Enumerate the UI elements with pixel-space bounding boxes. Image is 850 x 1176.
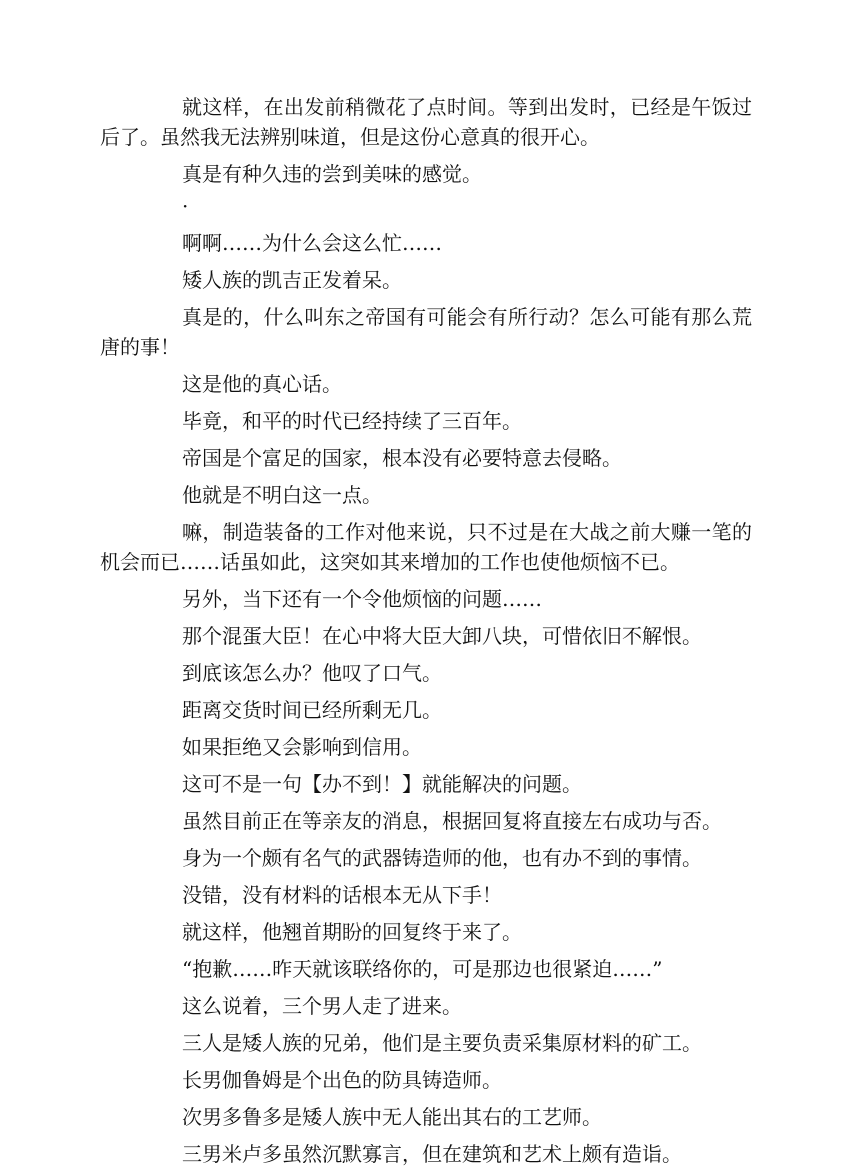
paragraph: 到底该怎么办？他叹了口气。 xyxy=(182,661,442,685)
scene-break-dot: · xyxy=(182,194,189,218)
paragraph: 真是有种久违的尝到美味的感觉。 xyxy=(182,162,482,186)
paragraph: 距离交货时间已经所剩无几。 xyxy=(182,698,442,722)
paragraph: 没错，没有材料的话根本无从下手！ xyxy=(182,883,502,907)
paragraph: 就这样，他翘首期盼的回复终于来了。 xyxy=(182,920,522,944)
paragraph: 虽然目前正在等亲友的消息，根据回复将直接左右成功与否。 xyxy=(182,809,722,833)
paragraph: 嘛，制造装备的工作对他来说，只不过是在大战之前大赚一笔的机会而已……话虽如此，这突如其来增加的工作也使他烦恼不已。 xyxy=(100,520,752,574)
paragraph: 三男米卢多虽然沉默寡言，但在建筑和艺术上颇有造诣。 xyxy=(182,1142,682,1166)
paragraph: 他就是不明白这一点。 xyxy=(182,483,382,507)
paragraph: 真是的，什么叫东之帝国有可能会有所行动？怎么可能有那么荒唐的事！ xyxy=(100,305,752,359)
paragraph: 身为一个颇有名气的武器铸造师的他，也有办不到的事情。 xyxy=(182,846,702,870)
paragraph: 就这样，在出发前稍微花了点时间。等到出发时，已经是午饭过后了。虽然我无法辨别味道，但是这份心意真的很开心。 xyxy=(100,95,752,149)
paragraph: 那个混蛋大臣！在心中将大臣大卸八块，可惜依旧不解恨。 xyxy=(182,624,702,648)
paragraph: 啊啊……为什么会这么忙…… xyxy=(182,231,442,255)
paragraph: 这可不是一句【办不到！】就能解决的问题。 xyxy=(182,772,582,796)
paragraph: 次男多鲁多是矮人族中无人能出其右的工艺师。 xyxy=(182,1105,602,1129)
paragraph: 这是他的真心话。 xyxy=(182,372,342,396)
paragraph: “抱歉……昨天就该联络你的，可是那边也很紧迫……” xyxy=(182,957,663,981)
paragraph: 三人是矮人族的兄弟，他们是主要负责采集原材料的矿工。 xyxy=(182,1031,702,1055)
paragraph: 如果拒绝又会影响到信用。 xyxy=(182,735,422,759)
paragraph: 矮人族的凯吉正发着呆。 xyxy=(182,268,402,292)
paragraph: 长男伽鲁姆是个出色的防具铸造师。 xyxy=(182,1068,502,1092)
paragraph: 毕竟，和平的时代已经持续了三百年。 xyxy=(182,409,522,433)
document-body xyxy=(100,92,752,1176)
paragraph: 另外，当下还有一个令他烦恼的问题…… xyxy=(182,587,542,611)
paragraph: 帝国是个富足的国家，根本没有必要特意去侵略。 xyxy=(182,446,622,470)
paragraph: 这么说着，三个男人走了进来。 xyxy=(182,994,462,1018)
